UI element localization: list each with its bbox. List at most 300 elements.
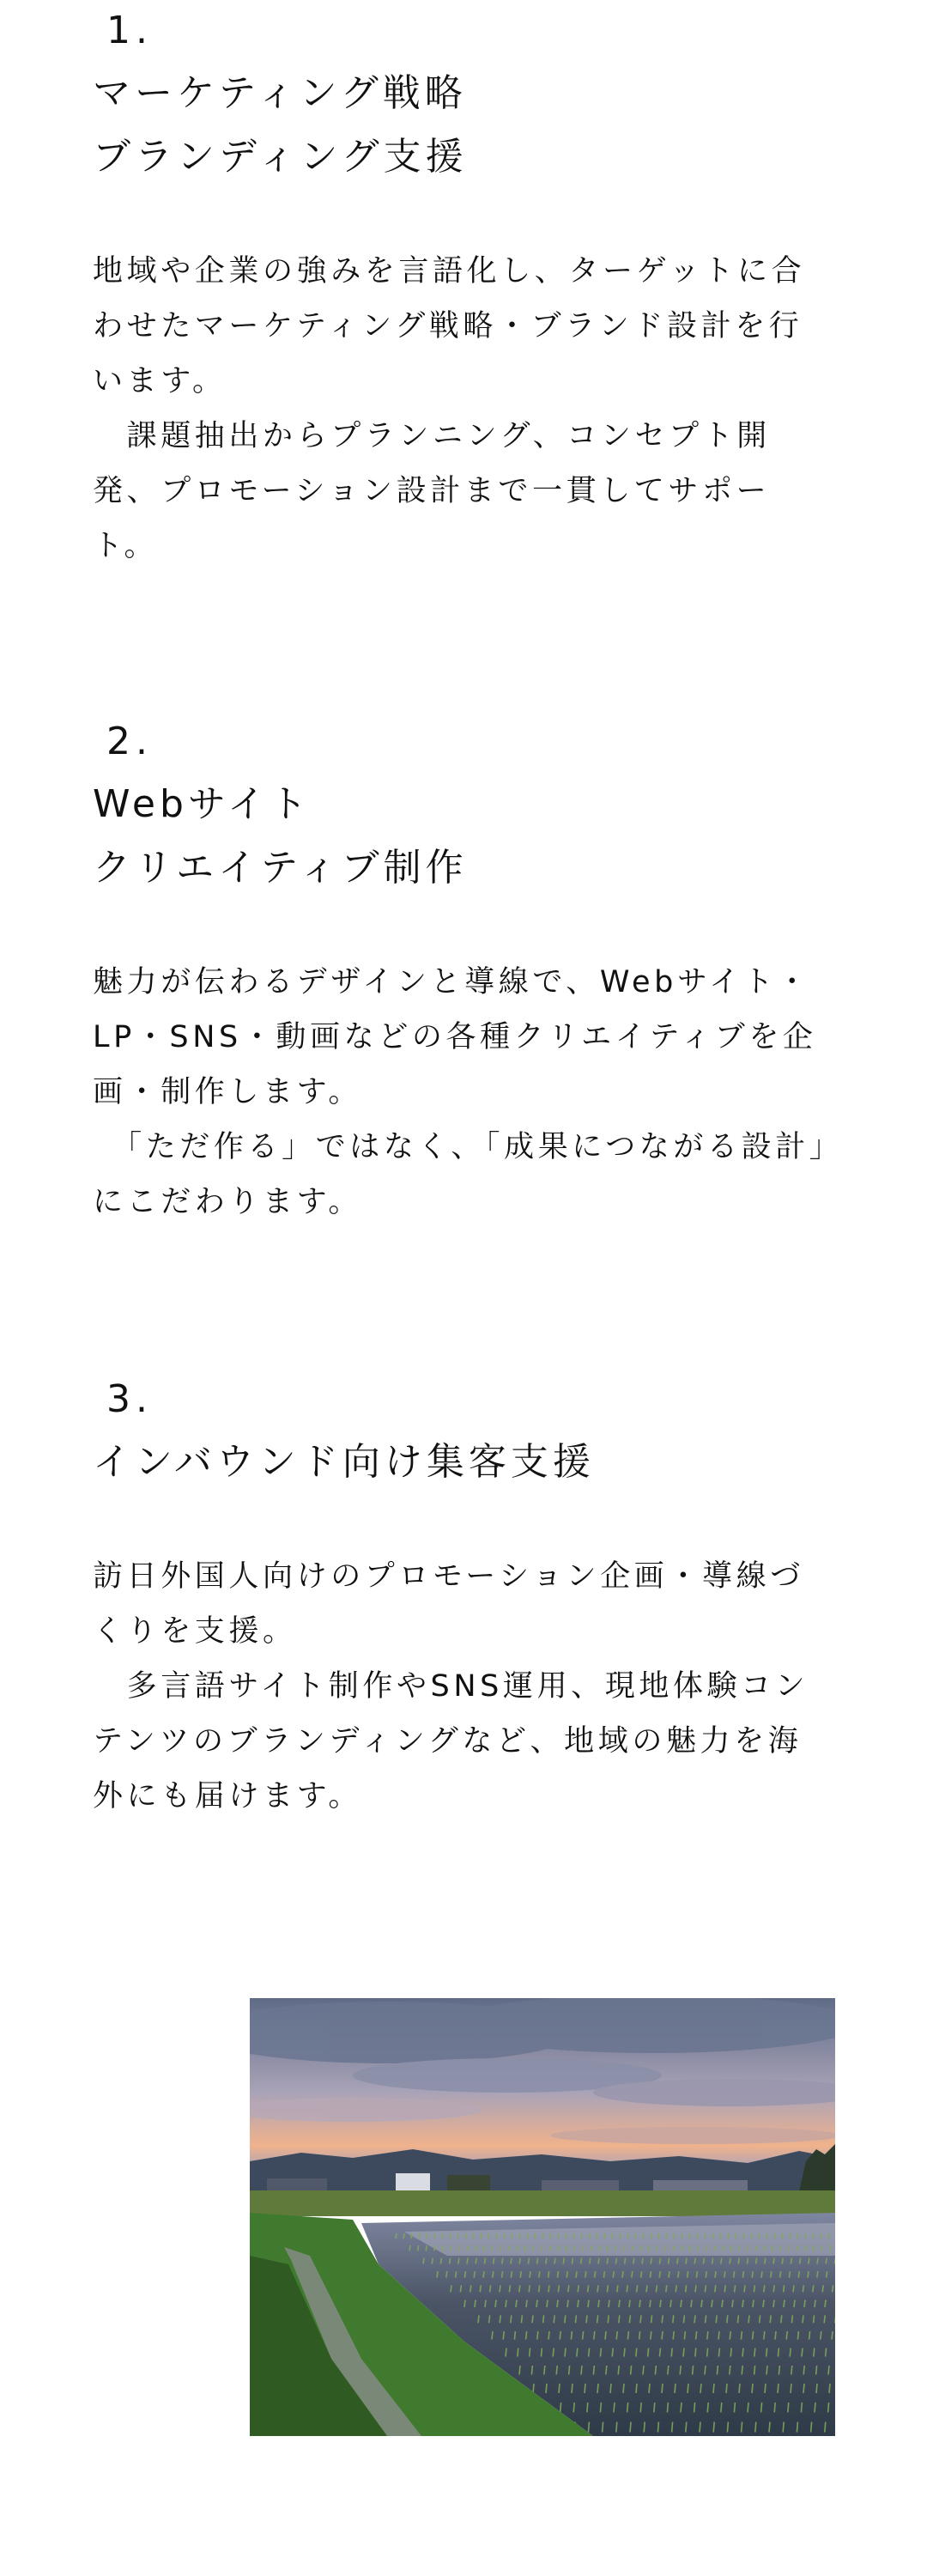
- rice-seedling: [721, 2403, 722, 2413]
- rice-seedling: [581, 2233, 582, 2239]
- rice-seedling: [514, 2331, 515, 2340]
- rice-seedling: [643, 2366, 644, 2375]
- rice-seedling: [442, 2233, 443, 2239]
- rice-seedling: [808, 2271, 809, 2278]
- rice-seedling: [673, 2315, 674, 2323]
- rice-seedling: [553, 2348, 554, 2357]
- rice-seedling: [698, 2245, 699, 2251]
- rice-seedling: [550, 2233, 551, 2239]
- rice-seedling: [773, 2300, 774, 2308]
- service-paragraph: 「ただ作る」ではなく、「成果につながる設計」にこだわります。: [93, 1130, 828, 1219]
- rice-seedling: [718, 2348, 719, 2357]
- rice-seedling: [459, 2245, 460, 2251]
- rice-seedling: [537, 2331, 538, 2340]
- rice-seedling: [739, 2245, 740, 2251]
- rice-seedling: [673, 2245, 674, 2251]
- rice-seedling: [502, 2258, 503, 2264]
- rice-seedling: [730, 2245, 731, 2251]
- rice-seedling: [747, 2258, 748, 2264]
- rice-seedling: [834, 2258, 835, 2264]
- service-description: [93, 955, 831, 1230]
- rice-seedling: [667, 2403, 668, 2413]
- rice-seedling: [695, 2348, 696, 2357]
- rice-seedling: [817, 2271, 818, 2278]
- rice-seedling: [511, 2315, 512, 2323]
- rice-seedling: [693, 2366, 694, 2375]
- rice-seedling: [630, 2422, 631, 2433]
- rice-seedling: [548, 2285, 549, 2292]
- rice-seedling: [483, 2245, 484, 2251]
- rice-seedling: [528, 2258, 529, 2264]
- rice-seedling: [683, 2315, 684, 2323]
- rice-seedling: [432, 2258, 433, 2264]
- rice-seedling: [694, 2258, 695, 2264]
- rice-seedling: [769, 2422, 770, 2433]
- rice-seedling: [650, 2271, 651, 2278]
- rice-seedling: [554, 2258, 555, 2264]
- rice-seedling: [683, 2348, 684, 2357]
- rice-seedling: [793, 2285, 794, 2292]
- rice-seedling: [718, 2331, 719, 2340]
- rice-seedling: [473, 2233, 474, 2239]
- rice-seedling: [766, 2366, 767, 2375]
- rice-seedling: [672, 2422, 673, 2433]
- rice-seedling: [724, 2285, 725, 2292]
- rice-seedling: [712, 2233, 713, 2239]
- rice-seedling: [627, 2233, 628, 2239]
- rice-seedling: [686, 2258, 687, 2264]
- rice-seedling: [738, 2258, 739, 2264]
- rice-seedling: [619, 2300, 620, 2308]
- rice-seedling: [643, 2233, 644, 2239]
- rice-seedling: [549, 2245, 550, 2251]
- rice-paddy-sunset-photo: [250, 1998, 835, 2436]
- rice-seedling: [578, 2300, 579, 2308]
- rice-seedling: [450, 2258, 451, 2264]
- rice-seedling: [651, 2315, 652, 2323]
- rice-seedling: [607, 2245, 608, 2251]
- rice-seedling: [642, 2258, 643, 2264]
- rice-seedling: [681, 2300, 682, 2308]
- rice-seedling: [716, 2315, 717, 2323]
- rice-seedling: [803, 2384, 804, 2393]
- rice-seedling: [467, 2258, 468, 2264]
- rice-seedling: [446, 2271, 447, 2278]
- rice-seedling: [713, 2422, 714, 2433]
- rice-seedling: [464, 2271, 465, 2278]
- rice-seedling: [598, 2258, 599, 2264]
- rice-seedling: [670, 2300, 671, 2308]
- rice-seedling: [732, 2300, 733, 2308]
- rice-seedling: [533, 2384, 534, 2393]
- rice-seedling: [640, 2315, 641, 2323]
- rice-seedling: [567, 2300, 568, 2308]
- rice-seedling: [828, 2366, 829, 2375]
- rice-seedling: [689, 2245, 690, 2251]
- rice-seedling: [636, 2348, 637, 2357]
- rice-seedling: [627, 2403, 628, 2413]
- rice-seedling: [707, 2403, 708, 2413]
- rice-seedling: [546, 2258, 547, 2264]
- rice-seedling: [600, 2348, 601, 2357]
- rice-seedling: [753, 2331, 754, 2340]
- rice-seedling: [572, 2258, 573, 2264]
- rice-seedling: [759, 2233, 760, 2239]
- rice-seedling: [766, 2348, 767, 2357]
- rice-seedling: [649, 2384, 650, 2393]
- rice-seedling: [442, 2245, 443, 2251]
- rice-seedling: [763, 2300, 764, 2308]
- rice-seedling: [659, 2271, 660, 2278]
- rice-seedling: [722, 2300, 723, 2308]
- rice-seedling: [826, 2258, 827, 2264]
- rice-seedling: [761, 2403, 762, 2413]
- rice-seedling: [650, 2300, 651, 2308]
- rice-seedling: [475, 2300, 476, 2308]
- rice-seedling: [639, 2300, 640, 2308]
- rice-seedling: [825, 2422, 826, 2433]
- rice-seedling: [662, 2384, 663, 2393]
- rice-seedling: [695, 2285, 696, 2292]
- rice-seedling: [727, 2315, 728, 2323]
- rice-seedling: [569, 2366, 570, 2375]
- rice-seedling: [587, 2403, 588, 2413]
- service-title-line: クリエイティブ制作: [93, 846, 468, 890]
- rice-seedling: [593, 2366, 594, 2375]
- rice-seedling: [686, 2422, 687, 2433]
- rice-seedling: [691, 2300, 692, 2308]
- rice-seedling: [705, 2233, 706, 2239]
- rice-seedling: [657, 2422, 658, 2433]
- rice-seedling: [797, 2233, 798, 2239]
- rice-seedling: [743, 2233, 744, 2239]
- rice-seedling: [788, 2403, 789, 2413]
- rice-seedling: [669, 2258, 670, 2264]
- service-title-line: ブランディング支援: [93, 135, 468, 179]
- rice-seedling: [778, 2348, 779, 2357]
- rice-seedling: [764, 2285, 765, 2292]
- rice-seedling: [450, 2233, 451, 2239]
- rice-seedling: [804, 2300, 805, 2308]
- rice-seedling: [754, 2366, 755, 2375]
- rice-seedling: [484, 2258, 485, 2264]
- rice-seedling: [715, 2271, 716, 2278]
- service-title: [93, 1431, 831, 1494]
- rice-seedling: [542, 2233, 543, 2239]
- rice-seedling: [814, 2315, 815, 2323]
- rice-seedling: [727, 2422, 728, 2433]
- rice-seedling: [558, 2233, 559, 2239]
- rice-seedling: [822, 2285, 823, 2292]
- rice-seedling: [600, 2403, 601, 2413]
- rice-seedling: [694, 2403, 695, 2413]
- rice-seedling: [572, 2384, 573, 2393]
- rice-seedling: [544, 2366, 545, 2375]
- rice-seedling: [646, 2285, 647, 2292]
- rice-seedling: [610, 2384, 611, 2393]
- rice-seedling: [583, 2245, 584, 2251]
- rice-seedling: [744, 2285, 745, 2292]
- rice-seedling: [800, 2258, 801, 2264]
- rice-seedling: [595, 2271, 596, 2278]
- service-number: 3.: [106, 1377, 153, 1421]
- rice-seedling: [464, 2300, 465, 2308]
- rice-seedling: [537, 2258, 538, 2264]
- rice-seedling: [832, 2331, 833, 2340]
- rice-seedling: [616, 2422, 617, 2433]
- rice-seedling: [571, 2331, 572, 2340]
- rice-seedling: [536, 2300, 537, 2308]
- rice-seedling: [627, 2331, 628, 2340]
- service-item-marketing: [93, 5, 831, 574]
- rice-seedling: [598, 2300, 599, 2308]
- rice-seedling: [597, 2315, 598, 2323]
- rice-seedling: [814, 2348, 815, 2357]
- rice-seedling: [565, 2315, 566, 2323]
- rice-seedling: [666, 2233, 667, 2239]
- service-title-line: マーケティング戦略: [93, 71, 467, 115]
- rice-seedling: [465, 2233, 466, 2239]
- rice-seedling: [458, 2258, 459, 2264]
- rice-seedling: [614, 2403, 615, 2413]
- rice-seedling: [773, 2285, 774, 2292]
- rice-seedling: [825, 2300, 826, 2308]
- far-field: [250, 2190, 835, 2216]
- rice-seedling: [659, 2258, 660, 2264]
- rice-seedling: [781, 2315, 782, 2323]
- rice-seedling: [573, 2403, 574, 2413]
- rice-seedling: [607, 2258, 608, 2264]
- rice-seedling: [495, 2300, 496, 2308]
- service-title-line: Webサイト: [93, 782, 312, 826]
- rice-seedling: [624, 2348, 625, 2357]
- rice-seedling: [624, 2245, 625, 2251]
- rice-seedling: [517, 2245, 518, 2251]
- rice-seedling: [578, 2285, 579, 2292]
- rice-seedling: [409, 2245, 410, 2251]
- rice-seedling: [734, 2271, 735, 2278]
- rice-seedling: [622, 2271, 623, 2278]
- rice-seedling: [714, 2245, 715, 2251]
- rice-seedling: [581, 2366, 582, 2375]
- rice-seedling: [805, 2233, 806, 2239]
- rice-seedling: [606, 2366, 607, 2375]
- rice-seedling: [603, 2271, 604, 2278]
- rice-seedling: [742, 2300, 743, 2308]
- rice-seedling: [701, 2300, 702, 2308]
- rice-seedling: [648, 2348, 649, 2357]
- rice-seedling: [712, 2258, 713, 2264]
- rice-seedling: [675, 2384, 676, 2393]
- service-title: [93, 773, 831, 900]
- rice-seedling: [635, 2233, 636, 2239]
- rice-seedling: [588, 2422, 589, 2433]
- rice-seedling: [558, 2285, 559, 2292]
- rice-seedling: [817, 2258, 818, 2264]
- rice-seedling: [434, 2233, 435, 2239]
- rice-seedling: [809, 2331, 810, 2340]
- rice-seedling: [668, 2366, 669, 2375]
- rice-seedling: [720, 2233, 721, 2239]
- rice-seedling: [755, 2245, 756, 2251]
- rice-seedling: [784, 2285, 785, 2292]
- rice-seedling: [419, 2233, 420, 2239]
- rice-seedling: [782, 2258, 783, 2264]
- rice-seedling: [563, 2258, 564, 2264]
- rice-seedling: [721, 2258, 722, 2264]
- service-description: [93, 244, 831, 574]
- rice-seedling: [754, 2348, 755, 2357]
- rice-seedling: [824, 2315, 825, 2323]
- rice-seedling: [613, 2271, 614, 2278]
- rice-seedling: [521, 2315, 522, 2323]
- rice-seedling: [813, 2233, 814, 2239]
- rice-seedling: [597, 2285, 598, 2292]
- rice-seedling: [741, 2331, 742, 2340]
- service-item-web-creative: [93, 716, 831, 1230]
- rice-seedling: [726, 2384, 727, 2393]
- rice-seedling: [662, 2315, 663, 2323]
- rice-seedling: [707, 2331, 708, 2340]
- rice-seedling: [715, 2285, 716, 2292]
- rice-seedling: [766, 2233, 767, 2239]
- service-description: [93, 1549, 831, 1824]
- rice-seedling: [509, 2285, 510, 2292]
- rice-seedling: [589, 2348, 590, 2357]
- rice-seedling: [526, 2300, 527, 2308]
- service-paragraph: 課題抽出からプランニング、コンセプト開発、プロモーション設計まで一貫してサポート。: [93, 419, 771, 563]
- rice-seedling: [752, 2271, 753, 2278]
- rice-seedling: [778, 2384, 779, 2393]
- rice-seedling: [504, 2233, 505, 2239]
- rice-seedling: [516, 2300, 517, 2308]
- rice-seedling: [576, 2271, 577, 2278]
- rice-seedling: [470, 2285, 471, 2292]
- rice-seedling: [734, 2403, 735, 2413]
- rice-seedling: [503, 2331, 504, 2340]
- rice-seedling: [764, 2245, 765, 2251]
- rice-seedling: [500, 2245, 501, 2251]
- rice-seedling: [559, 2384, 560, 2393]
- rice-seedling: [639, 2331, 640, 2340]
- rice-seedling: [590, 2258, 591, 2264]
- rice-seedling: [764, 2331, 765, 2340]
- rice-seedling: [636, 2384, 637, 2393]
- service-number: 2.: [106, 720, 153, 763]
- rice-seedling: [735, 2285, 736, 2292]
- rice-seedling: [828, 2403, 829, 2413]
- rice-seedling: [696, 2271, 697, 2278]
- rice-seedling: [756, 2258, 757, 2264]
- rice-seedling: [737, 2315, 738, 2323]
- rice-seedling: [681, 2403, 682, 2413]
- rice-seedling: [780, 2245, 781, 2251]
- rice-seedling: [557, 2271, 558, 2278]
- rice-seedling: [805, 2245, 806, 2251]
- rice-seedling: [677, 2258, 678, 2264]
- rice-seedling: [791, 2315, 792, 2323]
- rice-seedling: [705, 2285, 706, 2292]
- rice-seedling: [568, 2285, 569, 2292]
- rice-seedling: [612, 2233, 613, 2239]
- rice-seedling: [423, 2258, 424, 2264]
- rice-seedling: [541, 2348, 542, 2357]
- rice-seedling: [700, 2384, 701, 2393]
- rice-seedling: [633, 2258, 634, 2264]
- rice-seedling: [577, 2348, 578, 2357]
- rice-seedling: [583, 2331, 584, 2340]
- rice-seedling: [686, 2285, 687, 2292]
- rice-seedling: [780, 2271, 781, 2278]
- rice-seedling: [511, 2258, 512, 2264]
- rice-seedling: [669, 2271, 670, 2278]
- rice-seedling: [480, 2285, 481, 2292]
- rice-seedling: [783, 2422, 784, 2433]
- rice-seedling: [730, 2348, 731, 2357]
- rice-seedling: [440, 2258, 441, 2264]
- rice-seedling: [629, 2315, 630, 2323]
- rice-seedling: [573, 2233, 574, 2239]
- rice-seedling: [774, 2403, 775, 2413]
- rice-seedling: [678, 2271, 679, 2278]
- rice-seedling: [659, 2348, 660, 2357]
- rice-seedling: [707, 2348, 708, 2357]
- rice-seedling: [526, 2331, 527, 2340]
- rice-seedling: [588, 2285, 589, 2292]
- rice-seedling: [548, 2271, 549, 2278]
- rice-seedling: [418, 2245, 419, 2251]
- rice-seedling: [752, 2384, 753, 2393]
- rice-seedling: [724, 2271, 725, 2278]
- rice-seedling: [790, 2233, 791, 2239]
- rice-seedling: [605, 2331, 606, 2340]
- rice-seedling: [481, 2233, 482, 2239]
- rice-seedling: [671, 2348, 672, 2357]
- rice-seedling: [539, 2285, 540, 2292]
- rice-seedling: [617, 2285, 618, 2292]
- rice-seedling: [739, 2384, 740, 2393]
- rice-seedling: [623, 2384, 624, 2393]
- rice-seedling: [619, 2315, 620, 2323]
- rice-seedling: [607, 2285, 608, 2292]
- rice-seedling: [696, 2331, 697, 2340]
- rice-seedling: [548, 2331, 549, 2340]
- rice-seedling: [586, 2315, 587, 2323]
- rice-seedling: [492, 2245, 493, 2251]
- rice-seedling: [748, 2315, 749, 2323]
- rice-seedling: [782, 2233, 783, 2239]
- rice-seedling: [655, 2366, 656, 2375]
- service-paragraph: 魅力が伝わるデザインと導線で、Webサイト・LP・SNS・動画などの各種クリエイティブを企画・制作します。: [93, 965, 817, 1109]
- rice-seedling: [615, 2245, 616, 2251]
- rice-seedling: [566, 2271, 567, 2278]
- rice-seedling: [713, 2384, 714, 2393]
- rice-seedling: [674, 2233, 675, 2239]
- rice-seedling: [816, 2384, 817, 2393]
- rice-seedling: [457, 2233, 458, 2239]
- rice-seedling: [547, 2300, 548, 2308]
- service-title-line: インバウンド向け集客支援: [93, 1440, 595, 1484]
- rice-seedling: [637, 2285, 638, 2292]
- rice-seedling: [658, 2233, 659, 2239]
- rice-seedling: [774, 2233, 775, 2239]
- rice-seedling: [705, 2366, 706, 2375]
- rice-seedling: [665, 2245, 666, 2251]
- rice-seedling: [543, 2315, 544, 2323]
- rice-seedling: [434, 2245, 435, 2251]
- rice-seedling: [632, 2245, 633, 2251]
- rice-seedling: [753, 2300, 754, 2308]
